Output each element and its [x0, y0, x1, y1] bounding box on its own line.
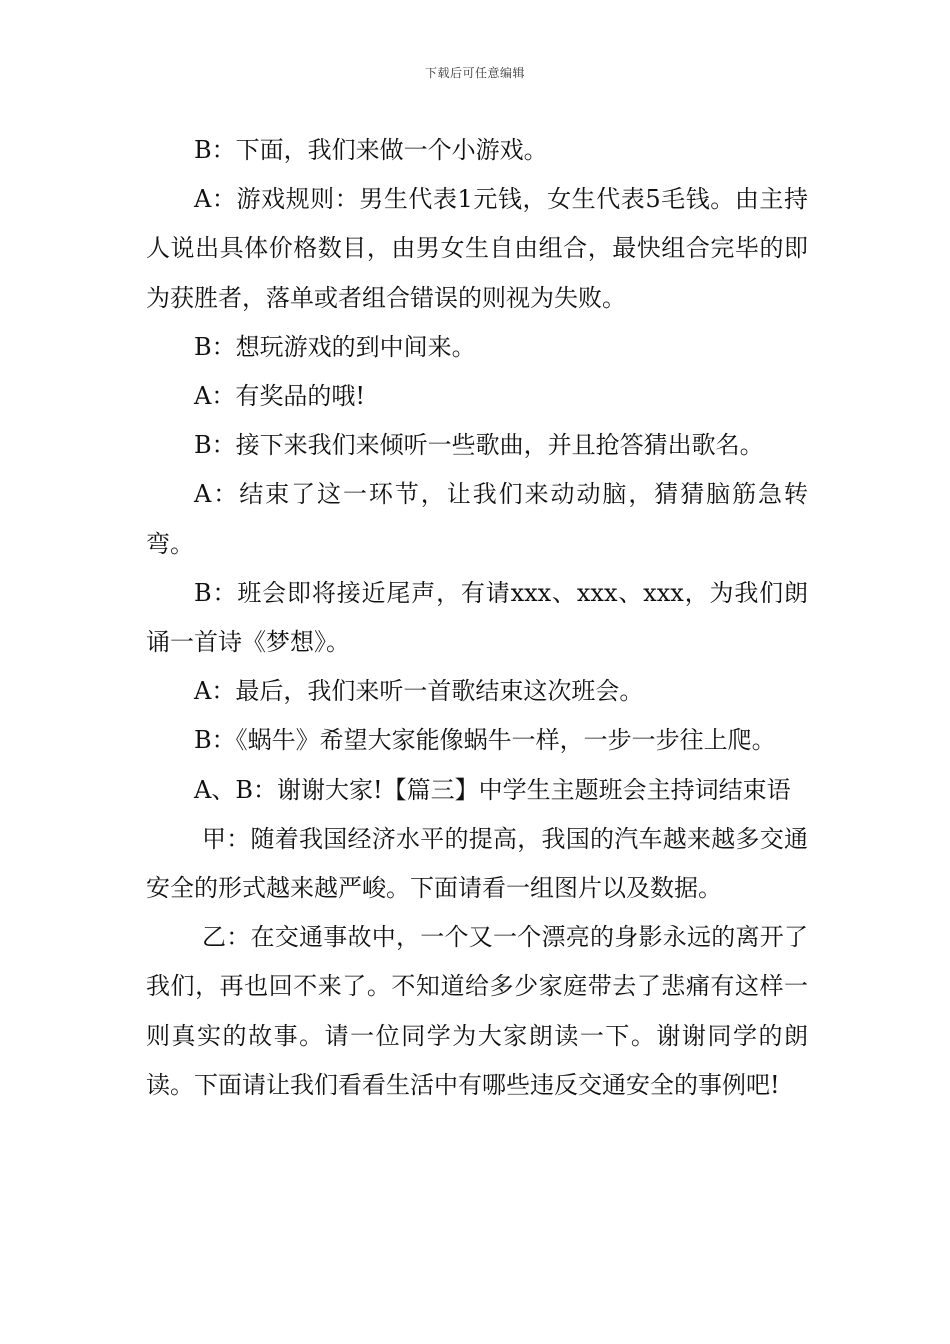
paragraph-8: A：最后，我们来听一首歌结束这次班会。: [194, 677, 644, 706]
paragraph-12: 乙：在交通事故中，一个又一个漂亮的身影永远的离开了我们，再也回不来了。不知道给多少家庭带去了悲痛有这样一则真实的故事。请一位同学为大家朗读一下。谢谢同学的朗读。下面请让我们看看生活中有哪些违反交通安全的事例吧!: [146, 923, 808, 1099]
paragraph-6: A：结束了这一环节，让我们来动动脑，猜猜脑筋急转弯。: [146, 480, 808, 558]
paragraph-5: B：接下来我们来倾听一些歌曲，并且抢答猜出歌名。: [194, 431, 764, 460]
paragraph-7: B：班会即将接近尾声，有请xxx、xxx、xxx，为我们朗诵一首诗《梦想》。: [146, 578, 808, 657]
paragraph-1: B：下面，我们来做一个小游戏。: [194, 136, 548, 164]
paragraph-11: 甲：随着我国经济水平的提高，我国的汽车越来越多交通安全的形式越来越严峻。下面请看一组图片以及数据。: [146, 824, 808, 903]
paragraph-3: B：想玩游戏的到中间来。: [194, 332, 476, 361]
paragraph-2: A：游戏规则：男生代表1元钱，女生代表5毛钱。由主持人说出具体价格数目，由男女生自由组合，最快组合完毕的即为获胜者，落单或者组合错误的则视为失败。: [146, 185, 808, 312]
paragraph-9: B：《蜗牛》希望大家能像蜗牛一样，一步一步往上爬。: [194, 726, 776, 755]
document-body: [146, 126, 808, 1110]
paragraph-10: A、B：谢谢大家!【篇三】中学生主题班会主持词结束语: [194, 775, 791, 804]
page-header: 下载后可任意编辑: [424, 66, 525, 80]
paragraph-4: A：有奖品的哦!: [194, 382, 365, 411]
